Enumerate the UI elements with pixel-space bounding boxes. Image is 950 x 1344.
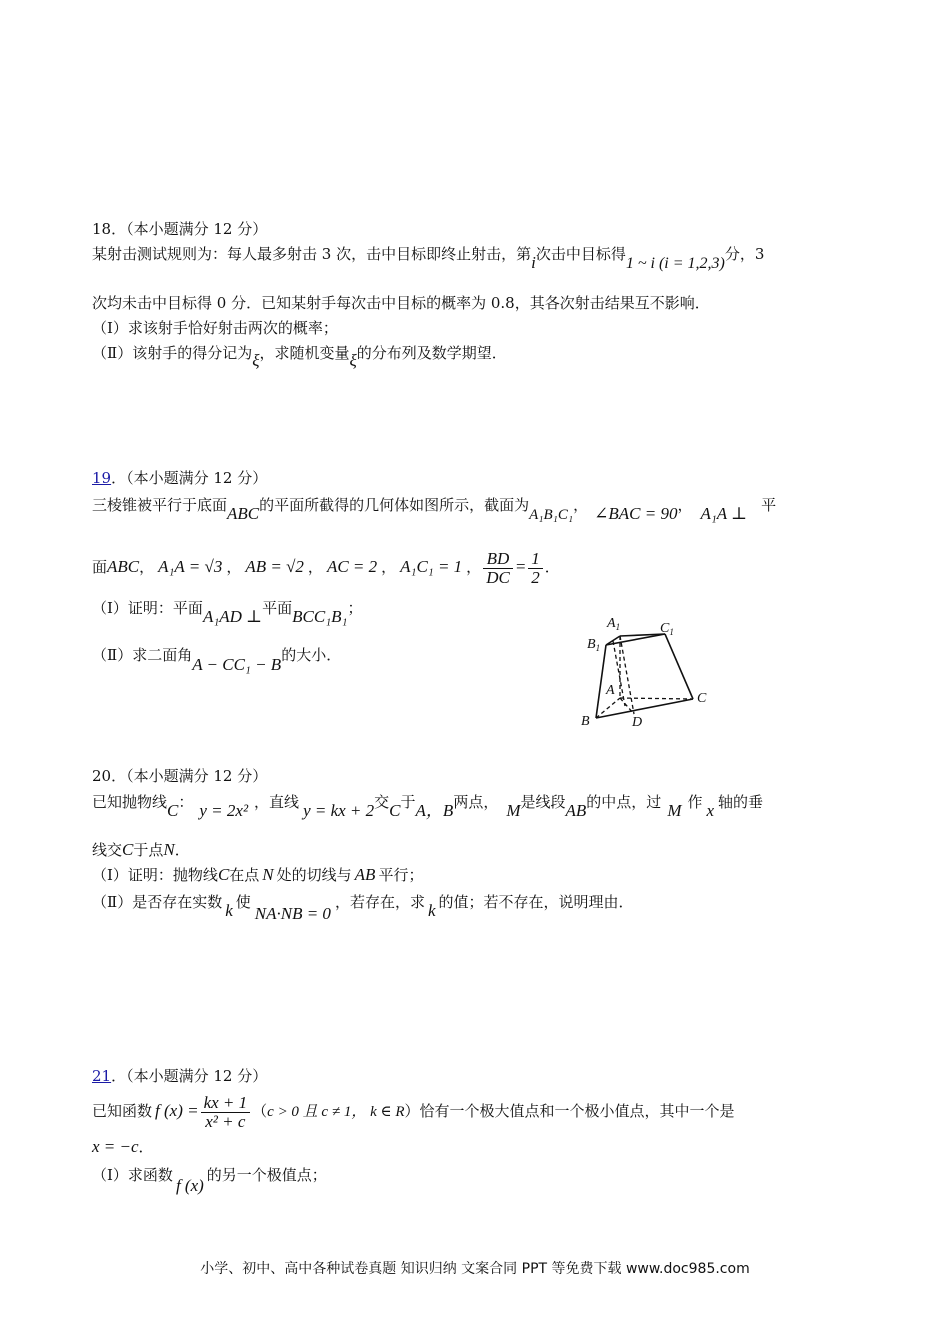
q21-part1 xyxy=(92,1165,327,1195)
q19-abc: ABC xyxy=(227,504,260,523)
q19-part2-expr: A − CC₁ − B xyxy=(192,655,282,674)
label-a: A xyxy=(606,683,615,698)
q19-part1-a: （Ⅰ）证明：平面 xyxy=(92,599,203,617)
q19-title-rest: ．（本小题满分 12 分） xyxy=(111,469,268,487)
q20-m: M xyxy=(506,801,521,820)
q19-c1: ， xyxy=(139,558,155,576)
q20-part1 xyxy=(92,865,423,885)
q20-line1-j: 轴的垂 xyxy=(718,793,764,811)
label-b: B xyxy=(581,714,590,729)
q20-part1-ab: AB xyxy=(354,865,376,884)
q21-part1-a: （Ⅰ）求函数 xyxy=(92,1166,173,1184)
q19-a1a-eq: A₁A = √3 xyxy=(158,557,223,576)
q18-part2-b: ，求随机变量 xyxy=(259,344,350,362)
q20-line1-a: 已知抛物线 xyxy=(92,793,168,811)
q21-frac-den: x² + c xyxy=(205,1111,246,1131)
label-c: C xyxy=(697,691,707,706)
edge-bb1 xyxy=(596,645,606,718)
q18-part2-c: 的分布列及数学期望． xyxy=(356,344,507,362)
q20-pts: A，B xyxy=(415,801,454,820)
q21-fx: f (x) = xyxy=(155,1101,199,1120)
q19-line1 xyxy=(92,495,777,523)
q19-part2-a: （Ⅱ）求二面角 xyxy=(92,646,193,664)
q19-angle: ∠BAC = 90 xyxy=(594,504,678,523)
q20-x: x xyxy=(706,801,715,820)
q21-frac-num: kx + 1 xyxy=(201,1094,251,1113)
q20-c: C xyxy=(167,801,179,820)
q21-number-link[interactable]: 21 xyxy=(92,1067,112,1085)
q20-line2-end: ． xyxy=(174,841,190,859)
q18-part2-a: （Ⅱ）该射手的得分记为 xyxy=(92,344,253,362)
label-b1: $B_1$ xyxy=(587,637,601,653)
q20-n: N xyxy=(163,840,175,859)
q20-line1-h: 的中点，过 xyxy=(586,793,662,811)
q19-c4: ， xyxy=(381,558,397,576)
q19-half-den: 2 xyxy=(531,567,540,587)
q20-line1-i: 作 xyxy=(687,793,703,811)
q20-line1-g: 是线段 xyxy=(520,793,566,811)
q20-part1-b: 在点 xyxy=(229,866,260,884)
q18-line2: 次均未击中目标得 0 分．已知某射手每次击中目标的概率为 0.8，其各次射击结果互不影响． xyxy=(92,294,710,312)
q21-part1-fx: f (x) xyxy=(175,1176,204,1195)
q20-line1-b: ： xyxy=(178,793,194,811)
q19-line1-end: 平 xyxy=(761,496,777,514)
q20-line1 xyxy=(92,792,764,820)
q20-c2: C xyxy=(389,801,401,820)
q20-line2-b: 于点 xyxy=(133,841,164,859)
q21-line2-end: ． xyxy=(138,1138,154,1156)
q20-dot-expr: NA·NB = 0 xyxy=(254,904,331,923)
q18-line1-mid: 次击中目标得 xyxy=(535,245,626,263)
q21-line1-b: （ xyxy=(252,1102,268,1120)
q20-part1-c2: 处的切线与 xyxy=(276,866,352,884)
q19-part1-expr2: BCC₁B₁ xyxy=(292,607,348,626)
q19-part1 xyxy=(92,598,363,626)
q19-ab-eq: AB = √2 xyxy=(245,557,304,576)
q20-k: k xyxy=(225,901,233,920)
q21-part1-b: 的另一个极值点； xyxy=(206,1166,327,1184)
label-c1: $C_1$ xyxy=(660,621,674,637)
q20-c3: C xyxy=(122,840,134,859)
edge-a1d xyxy=(620,636,634,714)
label-d: D xyxy=(632,715,643,730)
q20-line1-c: ，直线 xyxy=(254,793,300,811)
q20-line1-e: 于 xyxy=(400,793,416,811)
q19-half-fraction xyxy=(528,550,543,587)
q19-c5: ， xyxy=(466,558,482,576)
q20-ab: AB xyxy=(565,801,587,820)
q18-var-i: i xyxy=(531,253,536,272)
frustum-figure xyxy=(575,610,725,735)
q18-line1-text: 某射击测试规则为：每人最多射击 3 次，击中目标即终止射击，第 xyxy=(92,245,532,263)
q19-part2-b: 的大小． xyxy=(281,646,342,664)
q19-line2-end: ． xyxy=(544,558,560,576)
label-a1: $A_1$ xyxy=(607,616,621,632)
q19-c2: ， xyxy=(226,558,242,576)
q19-a1a-perp: A₁A ⊥ xyxy=(700,504,748,523)
q21-line1 xyxy=(92,1088,735,1134)
footer-ad: 小学、初中、高中各种试卷真题 知识归纳 文案合同 PPT 等免费下载 www.doc985.com xyxy=(200,1261,750,1277)
q21-fraction xyxy=(201,1094,251,1131)
q20-line-eq: y = kx + 2 xyxy=(303,801,375,820)
q20-part2-d: 的值；若不存在，说明理由． xyxy=(438,893,634,911)
q19-section: A₁B₁C₁ xyxy=(529,507,574,523)
q19-half-num: 1 xyxy=(528,550,543,569)
q19-ratio-fraction xyxy=(483,550,513,587)
edge-cc1 xyxy=(665,634,693,699)
q20-line2-a: 线交 xyxy=(92,841,123,859)
q20-part1-a: （Ⅰ）证明：抛物线 xyxy=(92,866,218,884)
q19-part2 xyxy=(92,645,342,674)
q20-title: 20．（本小题满分 12 分） xyxy=(92,767,268,785)
q20-line2 xyxy=(92,840,190,860)
q21-x-eq: x = −c xyxy=(92,1137,139,1156)
q20-parabola: y = 2x² xyxy=(199,801,249,820)
q20-part1-c: C xyxy=(217,865,230,884)
q21-line1-a: 已知函数 xyxy=(92,1102,153,1120)
q19-line2-abc: ABC xyxy=(107,557,140,576)
q19-line1-b: 的平面所截得的几何体如图所示，截面为 xyxy=(259,496,530,514)
q19-eq: = xyxy=(514,557,527,576)
q18-xi-2: ξ xyxy=(349,351,357,370)
q20-part2-a: （Ⅱ）是否存在实数 xyxy=(92,893,223,911)
q19-ac-eq: AC = 2 xyxy=(326,557,378,576)
q19-number-link[interactable]: 19 xyxy=(92,469,112,487)
q18-part1: （Ⅰ）求该射手恰好射击两次的概率； xyxy=(92,319,338,337)
q20-part2-c: ，若存在，求 xyxy=(334,893,425,911)
q19-line1-a: 三棱锥被平行于底面 xyxy=(92,496,228,514)
q19-title xyxy=(92,468,267,488)
q18-line1 xyxy=(92,244,765,272)
q20-part2-b: 使 xyxy=(235,893,251,911)
q20-k2: k xyxy=(427,901,436,920)
q18-score-expr: 1 ~ i (i = 1,2,3) xyxy=(625,255,725,272)
q19-frac-num: BD xyxy=(483,550,513,569)
q21-line1-c: ）恰有一个极大值点和一个极小值点，其中一个是 xyxy=(404,1102,735,1120)
edge-bc xyxy=(596,699,693,718)
q19-sep1: ， xyxy=(573,496,589,514)
q21-title xyxy=(92,1066,267,1086)
q19-line2-a: 面 xyxy=(92,558,108,576)
q21-line2 xyxy=(92,1137,154,1157)
q18-xi: ξ xyxy=(252,351,260,370)
q20-part2 xyxy=(92,892,634,923)
q19-c3: ， xyxy=(307,558,323,576)
q19-line2 xyxy=(92,544,560,590)
q19-a1c1-eq: A₁C₁ = 1 xyxy=(400,557,463,576)
q19-part1-end: ； xyxy=(347,599,363,617)
q21-cond: c > 0 且 c ≠ 1， k ∈ R xyxy=(267,1104,405,1120)
q20-part1-d: 平行； xyxy=(378,866,424,884)
q19-frac-den: DC xyxy=(486,567,510,587)
q19-part1-b: 平面 xyxy=(262,599,293,617)
q18-title: 18．（本小题满分 12 分） xyxy=(92,220,268,238)
q18-line1-end: 分，3 xyxy=(724,245,765,263)
q20-line1-d: 交 xyxy=(374,793,390,811)
q19-sep2: ， xyxy=(677,496,693,514)
q20-line1-f: 两点， xyxy=(453,793,499,811)
q18-part2 xyxy=(92,343,507,370)
q20-part1-n: N xyxy=(262,865,274,884)
q19-part1-expr1: A₁AD ⊥ xyxy=(202,607,263,626)
q20-m2: M xyxy=(667,801,682,820)
q21-title-rest: ．（本小题满分 12 分） xyxy=(111,1067,268,1085)
